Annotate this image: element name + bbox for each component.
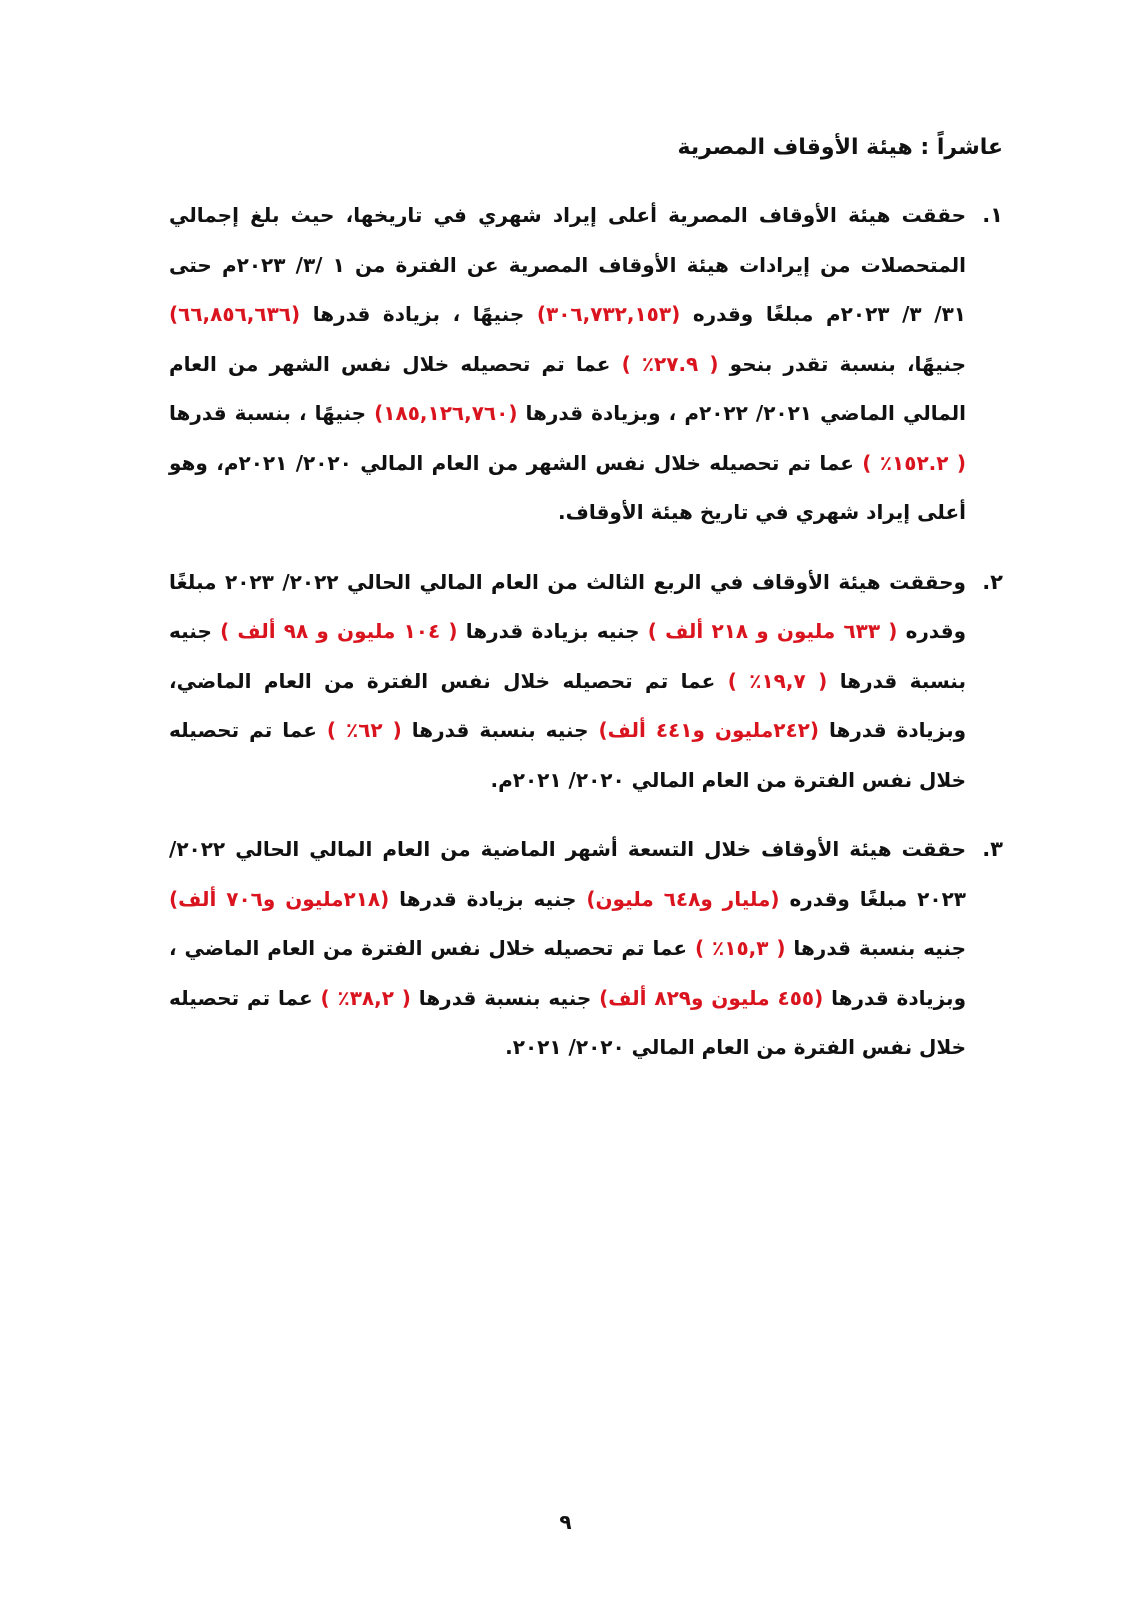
text-segment: عما تم تحصيله خلال نفس الفترة من العام الماضي، وبزيادة قدرها <box>169 668 967 742</box>
text-segment: عما تم تحصيله خلال نفس الفترة من العام المالي ٢٠٢٠/ ٢٠٢١م. <box>169 718 966 792</box>
highlighted-amount: ( ٦٣٣ مليون و ٢١٨ ألف ) <box>647 619 898 643</box>
text-segment: عما تم تحصيله خلال نفس الشهر من العام المالي ٢٠٢٠/ ٢٠٢١م، وهو أعلى إيراد شهري في تاريخ هيئة الأوقاف. <box>169 450 966 524</box>
numbered-list <box>133 171 1003 1093</box>
text-segment: جنيهًا ، بنسبة قدرها <box>169 401 375 425</box>
item-number: ٢. <box>982 569 1003 594</box>
highlighted-amount: (٦٦,٨٥٦,٦٣٦) <box>169 302 301 326</box>
text-segment: وحققت هيئة الأوقاف في الربع الثالث من العام المالي الحالي ٢٠٢٢/ ٢٠٢٣ مبلغًا وقدره <box>169 569 967 643</box>
item-text <box>169 191 966 538</box>
text-segment: جنيه بنسبة قدرها <box>410 985 600 1010</box>
list-item-3 <box>133 825 1003 1073</box>
text-segment: جنيه بزيادة قدرها <box>457 619 648 643</box>
highlighted-amount: (٢٤٢مليون و٤٤١ ألف) <box>598 718 819 742</box>
highlighted-percentage: ( ١٩,٧٪ ) <box>727 668 828 693</box>
page-number: ٩ <box>559 1510 572 1534</box>
section-heading: عاشراً : هيئة الأوقاف المصرية <box>677 135 1003 160</box>
text-segment: جنيهًا، بنسبة تقدر بنحو <box>718 351 966 376</box>
highlighted-percentage: ( ١٥٢.٢٪ ) <box>862 450 966 475</box>
text-segment: جنيه بزيادة قدرها <box>389 886 587 911</box>
text-segment: جنيه بنسبة قدرها <box>169 619 966 693</box>
item-number: ١. <box>982 203 1003 227</box>
text-segment: جنيه بنسبة قدرها <box>401 718 599 742</box>
item-number: ٣. <box>982 837 1003 861</box>
highlighted-amount: (مليار و٦٤٨ مليون) <box>586 886 780 911</box>
text-segment: حققت هيئة الأوقاف المصرية أعلى إيراد شهري في تاريخها، حيث بلغ إجمالي المتحصلات من إيرادات هيئة الأوقاف المصرية عن الفترة من ١ /٣/ ٢٠٢٣م حتى ٣١/ ٣/ ٢٠٢٣م مبلغًا وقدره <box>169 203 966 326</box>
text-segment: عما تم تحصيله خلال نفس الفترة من العام المالي ٢٠٢٠/ ٢٠٢١. <box>169 985 966 1059</box>
text-segment: جنيه بنسبة قدرها <box>785 936 966 960</box>
highlighted-amount: ( ١٠٤ مليون و ٩٨ ألف ) <box>220 619 458 643</box>
highlighted-amount: (٢١٨مليون و٧٠٦ ألف) <box>169 886 390 911</box>
highlighted-percentage: ( ٢٧.٩٪ ) <box>621 351 719 376</box>
highlighted-percentage: ( ١٥,٣٪ ) <box>694 936 786 960</box>
highlighted-amount: (٤٥٥ مليون و٨٢٩ ألف) <box>599 985 824 1010</box>
highlighted-amount: (٣٠٦,٧٣٢,١٥٣) <box>536 302 681 326</box>
text-segment: عما تم تحصيله خلال نفس الفترة من العام الماضي ، وبزيادة قدرها <box>169 936 967 1010</box>
item-text <box>169 558 966 806</box>
text-segment: جنيهًا ، بزيادة قدرها <box>300 302 537 326</box>
item-text <box>169 825 966 1073</box>
text-segment: حققت هيئة الأوقاف خلال التسعة أشهر الماضية من العام المالي الحالي ٢٠٢٢/ ٢٠٢٣ مبلغًا وقدره <box>169 837 966 911</box>
list-item-1 <box>133 191 1003 538</box>
highlighted-amount: (١٨٥,١٢٦,٧٦٠) <box>374 401 518 425</box>
list-item-2 <box>133 558 1003 806</box>
highlighted-percentage: ( ٦٢٪ ) <box>326 718 402 742</box>
text-segment: عما تم تحصيله خلال نفس الشهر من العام المالي الماضي ٢٠٢١/ ٢٠٢٢م ، وبزيادة قدرها <box>169 351 966 425</box>
highlighted-percentage: ( ٣٨,٢٪ ) <box>320 985 411 1010</box>
